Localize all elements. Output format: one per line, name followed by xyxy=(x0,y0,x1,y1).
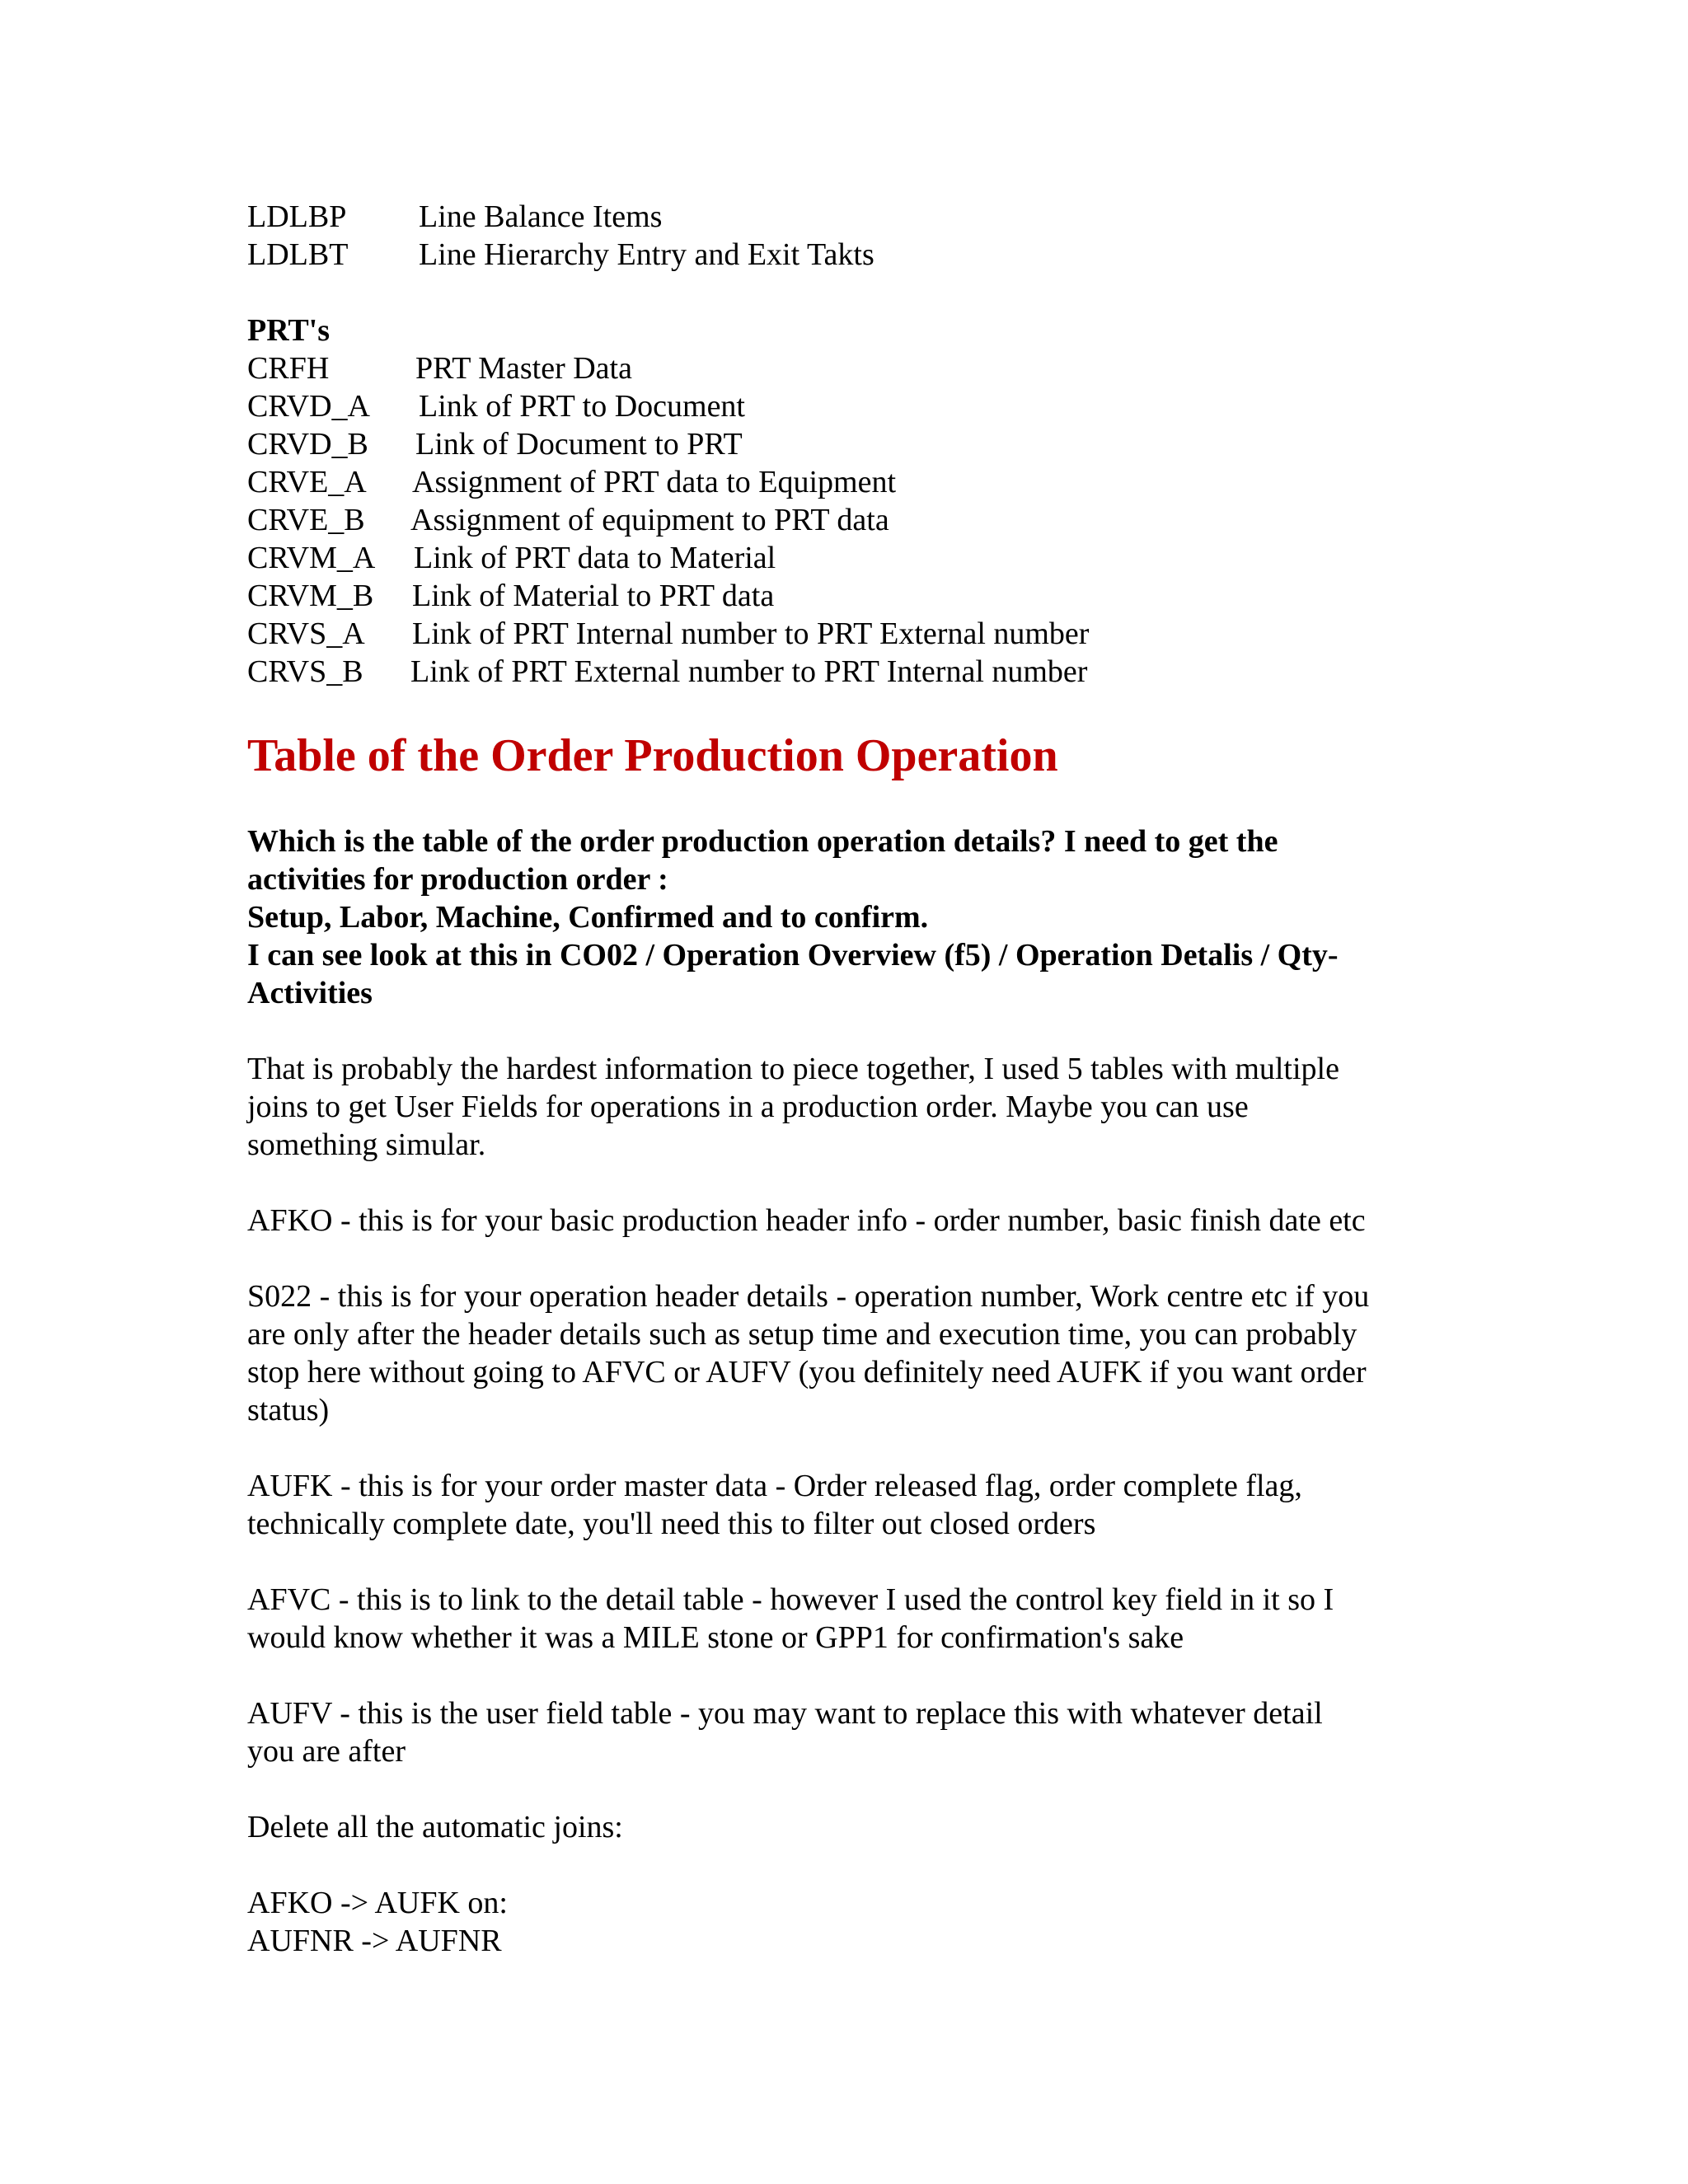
paragraph-line: That is probably the hardest information to piece together, I used 5 tables with multiple xyxy=(247,1052,1339,1086)
table-code: CRVD_B xyxy=(247,427,368,462)
paragraph-line: status) xyxy=(247,1393,330,1427)
question-line: activities for production order : xyxy=(247,862,668,897)
section-heading: Table of the Order Production Operation xyxy=(247,730,1058,781)
table-description: PRT Master Data xyxy=(415,351,632,386)
aufv-paragraph xyxy=(247,1694,1451,1770)
prt-section-title: PRT's xyxy=(247,313,331,348)
paragraph-line: something simular. xyxy=(247,1127,486,1162)
paragraph-line: AFVC - this is to link to the detail table - however I used the control key field in it so I xyxy=(247,1582,1334,1617)
table-code: LDLBP xyxy=(247,199,347,234)
s022-paragraph xyxy=(247,1277,1451,1429)
answer-intro-paragraph xyxy=(247,1050,1451,1164)
table-entry-crvd-b xyxy=(247,425,743,463)
question-line: Setup, Labor, Machine, Confirmed and to confirm. xyxy=(247,900,929,935)
paragraph-line: technically complete date, you'll need this to filter out closed orders xyxy=(247,1507,1096,1541)
table-description: Link of Material to PRT data xyxy=(412,579,775,613)
table-entry-ldlbp xyxy=(247,198,662,236)
afko-paragraph xyxy=(247,1202,1451,1240)
question-line: I can see look at this in CO02 / Operation Overview (f5) / Operation Detalis / Qty- xyxy=(247,938,1339,972)
table-description: Link of PRT External number to PRT Internal number xyxy=(410,654,1088,689)
table-code: CRVS_A xyxy=(247,616,365,651)
table-code: CRFH xyxy=(247,351,330,386)
afvc-paragraph xyxy=(247,1581,1451,1657)
paragraph-line: joins to get User Fields for operations in a production order. Maybe you can use xyxy=(247,1090,1249,1124)
table-entry-crve-a xyxy=(247,463,896,501)
delete-joins-paragraph xyxy=(247,1808,1451,1846)
table-description: Line Balance Items xyxy=(419,199,663,234)
paragraph-line: AUFNR -> AUFNR xyxy=(247,1924,502,1958)
table-entry-crvm-b xyxy=(247,577,774,615)
table-entry-ldlbt xyxy=(247,236,874,274)
table-description: Link of PRT data to Material xyxy=(414,541,776,575)
paragraph-line: AUFV - this is the user field table - you may want to replace this with whatever detail xyxy=(247,1696,1323,1731)
question-line: Activities xyxy=(247,976,373,1010)
table-entry-crvd-a xyxy=(247,387,745,425)
table-entry-crvs-b xyxy=(247,653,1087,691)
paragraph-line: AUFK - this is for your order master data - Order released flag, order complete flag, xyxy=(247,1469,1302,1503)
table-code: CRVE_A xyxy=(247,465,367,499)
paragraph-line: Delete all the automatic joins: xyxy=(247,1810,623,1844)
paragraph-line: would know whether it was a MILE stone or GPP1 for confirmation's sake xyxy=(247,1620,1184,1655)
paragraph-line: stop here without going to AFVC or AUFV (you definitely need AUFK if you want order xyxy=(247,1355,1367,1390)
table-code: CRVM_B xyxy=(247,579,374,613)
table-description: Link of Document to PRT xyxy=(415,427,743,462)
join-paragraph xyxy=(247,1884,1451,1960)
paragraph-line: you are after xyxy=(247,1734,406,1769)
table-code: CRVD_A xyxy=(247,389,370,424)
table-entry-crfh xyxy=(247,349,632,387)
table-code: CRVS_B xyxy=(247,654,363,689)
paragraph-line: are only after the header details such as setup time and execution time, you can probably xyxy=(247,1317,1357,1352)
paragraph-line: AFKO - this is for your basic production header info - order number, basic finish date etc xyxy=(247,1203,1366,1238)
table-description: Assignment of PRT data to Equipment xyxy=(412,465,897,499)
table-description: Link of PRT to Document xyxy=(419,389,745,424)
question-paragraph xyxy=(247,823,1451,1012)
table-code: CRVE_B xyxy=(247,503,365,537)
table-description: Line Hierarchy Entry and Exit Takts xyxy=(419,237,874,272)
table-description: Assignment of equipment to PRT data xyxy=(410,503,889,537)
table-code: LDLBT xyxy=(247,237,349,272)
table-entry-crvs-a xyxy=(247,615,1089,653)
aufk-paragraph xyxy=(247,1467,1451,1543)
paragraph-line: S022 - this is for your operation header details - operation number, Work centre etc if you xyxy=(247,1279,1370,1314)
paragraph-line: AFKO -> AUFK on: xyxy=(247,1886,508,1920)
table-description: Link of PRT Internal number to PRT External number xyxy=(412,616,1090,651)
table-entry-crvm-a xyxy=(247,539,776,577)
question-line: Which is the table of the order production operation details? I need to get the xyxy=(247,824,1278,859)
table-entry-crve-b xyxy=(247,501,889,539)
table-code: CRVM_A xyxy=(247,541,376,575)
